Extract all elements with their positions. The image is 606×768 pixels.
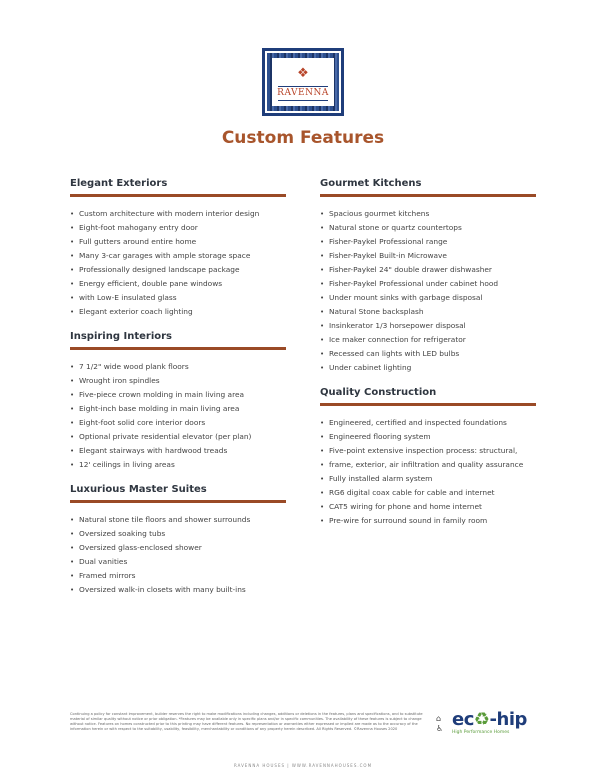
eco-hip-logo — [452, 710, 536, 736]
feature-item: • RG6 digital coax cable for cable and internet — [320, 486, 536, 500]
feature-list — [320, 207, 536, 375]
feature-item: • Ice maker connection for refrigerator — [320, 333, 536, 347]
feature-item: • Spacious gourmet kitchens — [320, 207, 536, 221]
section-luxurious-master-suites — [70, 484, 286, 597]
section-heading: Quality Construction — [320, 387, 536, 406]
footer-website: RAVENNA HOUSES | WWW.RAVENNAHOUSES.COM — [233, 763, 373, 768]
feature-list — [70, 207, 286, 319]
feature-item: • Full gutters around entire home — [70, 235, 286, 249]
feature-item: • Eight-inch base molding in main living area — [70, 402, 286, 416]
feature-item: • Oversized glass-enclosed shower — [70, 541, 286, 555]
right-column — [320, 178, 536, 540]
logo-rule-top — [278, 86, 328, 87]
section-heading: Gourmet Kitchens — [320, 178, 536, 197]
feature-item: • Fisher-Paykel Built-in Microwave — [320, 249, 536, 263]
feature-item: • Engineered flooring system — [320, 430, 536, 444]
feature-item: • Custom architecture with modern interior design — [70, 207, 286, 221]
feature-item: • Energy efficient, double pane windows — [70, 277, 286, 291]
logo-name: RAVENNA — [277, 88, 329, 98]
feature-item: • Natural Stone backsplash — [320, 305, 536, 319]
feature-item: • Five-point extensive inspection process: structural, — [320, 444, 536, 458]
feature-item: • Insinkerator 1/3 horsepower disposal — [320, 319, 536, 333]
feature-item: • Engineered, certified and inspected foundations — [320, 416, 536, 430]
feature-item: • Recessed can lights with LED bulbs — [320, 347, 536, 361]
feature-item: • Optional private residential elevator (per plan) — [70, 430, 286, 444]
feature-item: • Professionally designed landscape package — [70, 263, 286, 277]
feature-item: • Natural stone tile floors and shower surrounds — [70, 513, 286, 527]
legal-disclaimer: Continuing a policy for constant improvement, builder reserves the right to make modifications including changes, additions or deletions in the features, plans and specifications, and to substitute material of similar quality without notice or prior obligation. *Features may be available only in specific plans and/or in specific communities. The availability of these features is subject to change without notice. Features on homes constructed prior to this printing may have different features. No representation or warranties either expressed or implied are made as to the accuracy of the information herein or with respect to the suitability, usability, feasibility, merchantability or conditions of any property herein described. All Rights Reserved. ©Ravenna Houses 2020 — [70, 712, 423, 731]
feature-item: • Framed mirrors — [70, 569, 286, 583]
feature-item: • Elegant stairways with hardwood treads — [70, 444, 286, 458]
feature-item: • frame, exterior, air infiltration and quality assurance — [320, 458, 536, 472]
section-gourmet-kitchens — [320, 178, 536, 375]
feature-item: • Natural stone or quartz countertops — [320, 221, 536, 235]
feature-item: • Under mount sinks with garbage disposal — [320, 291, 536, 305]
section-heading: Inspiring Interiors — [70, 331, 286, 350]
section-heading: Luxurious Master Suites — [70, 484, 286, 503]
feature-list — [70, 360, 286, 472]
feature-item: • Eight-foot mahogany entry door — [70, 221, 286, 235]
feature-item: • Fisher-Paykel 24" double drawer dishwasher — [320, 263, 536, 277]
feature-item: • Fully installed alarm system — [320, 472, 536, 486]
feature-item: • Pre-wire for surround sound in family room — [320, 514, 536, 528]
left-column — [70, 178, 286, 609]
feature-item: • Fisher-Paykel Professional range — [320, 235, 536, 249]
feature-item: • Many 3-car garages with ample storage space — [70, 249, 286, 263]
house-icon: ⌂ — [436, 714, 442, 723]
recycle-icon: ♻ — [473, 709, 490, 730]
section-inspiring-interiors — [70, 331, 286, 472]
feature-item: • Wrought iron spindles — [70, 374, 286, 388]
accessibility-icons — [436, 714, 446, 734]
feature-list — [320, 416, 536, 528]
feature-item: • Dual vanities — [70, 555, 286, 569]
feature-item: • Under cabinet lighting — [320, 361, 536, 375]
feature-item: • Five-piece crown molding in main living area — [70, 388, 286, 402]
eco-hip-wordmark — [452, 710, 536, 730]
section-quality-construction — [320, 387, 536, 528]
feature-item: • with Low-E insulated glass — [70, 291, 286, 305]
logo-rule-bottom — [278, 100, 328, 101]
feature-item: • Fisher-Paykel Professional under cabinet hood — [320, 277, 536, 291]
feature-list — [70, 513, 286, 597]
eco-brand-suffix: -hip — [489, 709, 527, 730]
feature-item: • 12' ceilings in living areas — [70, 458, 286, 472]
ravenna-logo — [262, 48, 344, 116]
logo-emblem-icon: ❖ — [297, 66, 309, 81]
logo-inner — [272, 58, 334, 106]
wheelchair-icon: ♿ — [436, 724, 444, 733]
page-title: Custom Features — [221, 128, 385, 148]
feature-item: • Oversized soaking tubs — [70, 527, 286, 541]
feature-item: • Oversized walk-in closets with many built-ins — [70, 583, 286, 597]
feature-item: • 7 1/2" wide wood plank floors — [70, 360, 286, 374]
feature-item: • CAT5 wiring for phone and home internet — [320, 500, 536, 514]
eco-hip-tagline: High Performance Homes — [452, 730, 510, 735]
eco-brand-prefix: ec — [452, 709, 474, 730]
feature-item: • Eight-foot solid core interior doors — [70, 416, 286, 430]
section-elegant-exteriors — [70, 178, 286, 319]
feature-item: • Elegant exterior coach lighting — [70, 305, 286, 319]
section-heading: Elegant Exteriors — [70, 178, 286, 197]
